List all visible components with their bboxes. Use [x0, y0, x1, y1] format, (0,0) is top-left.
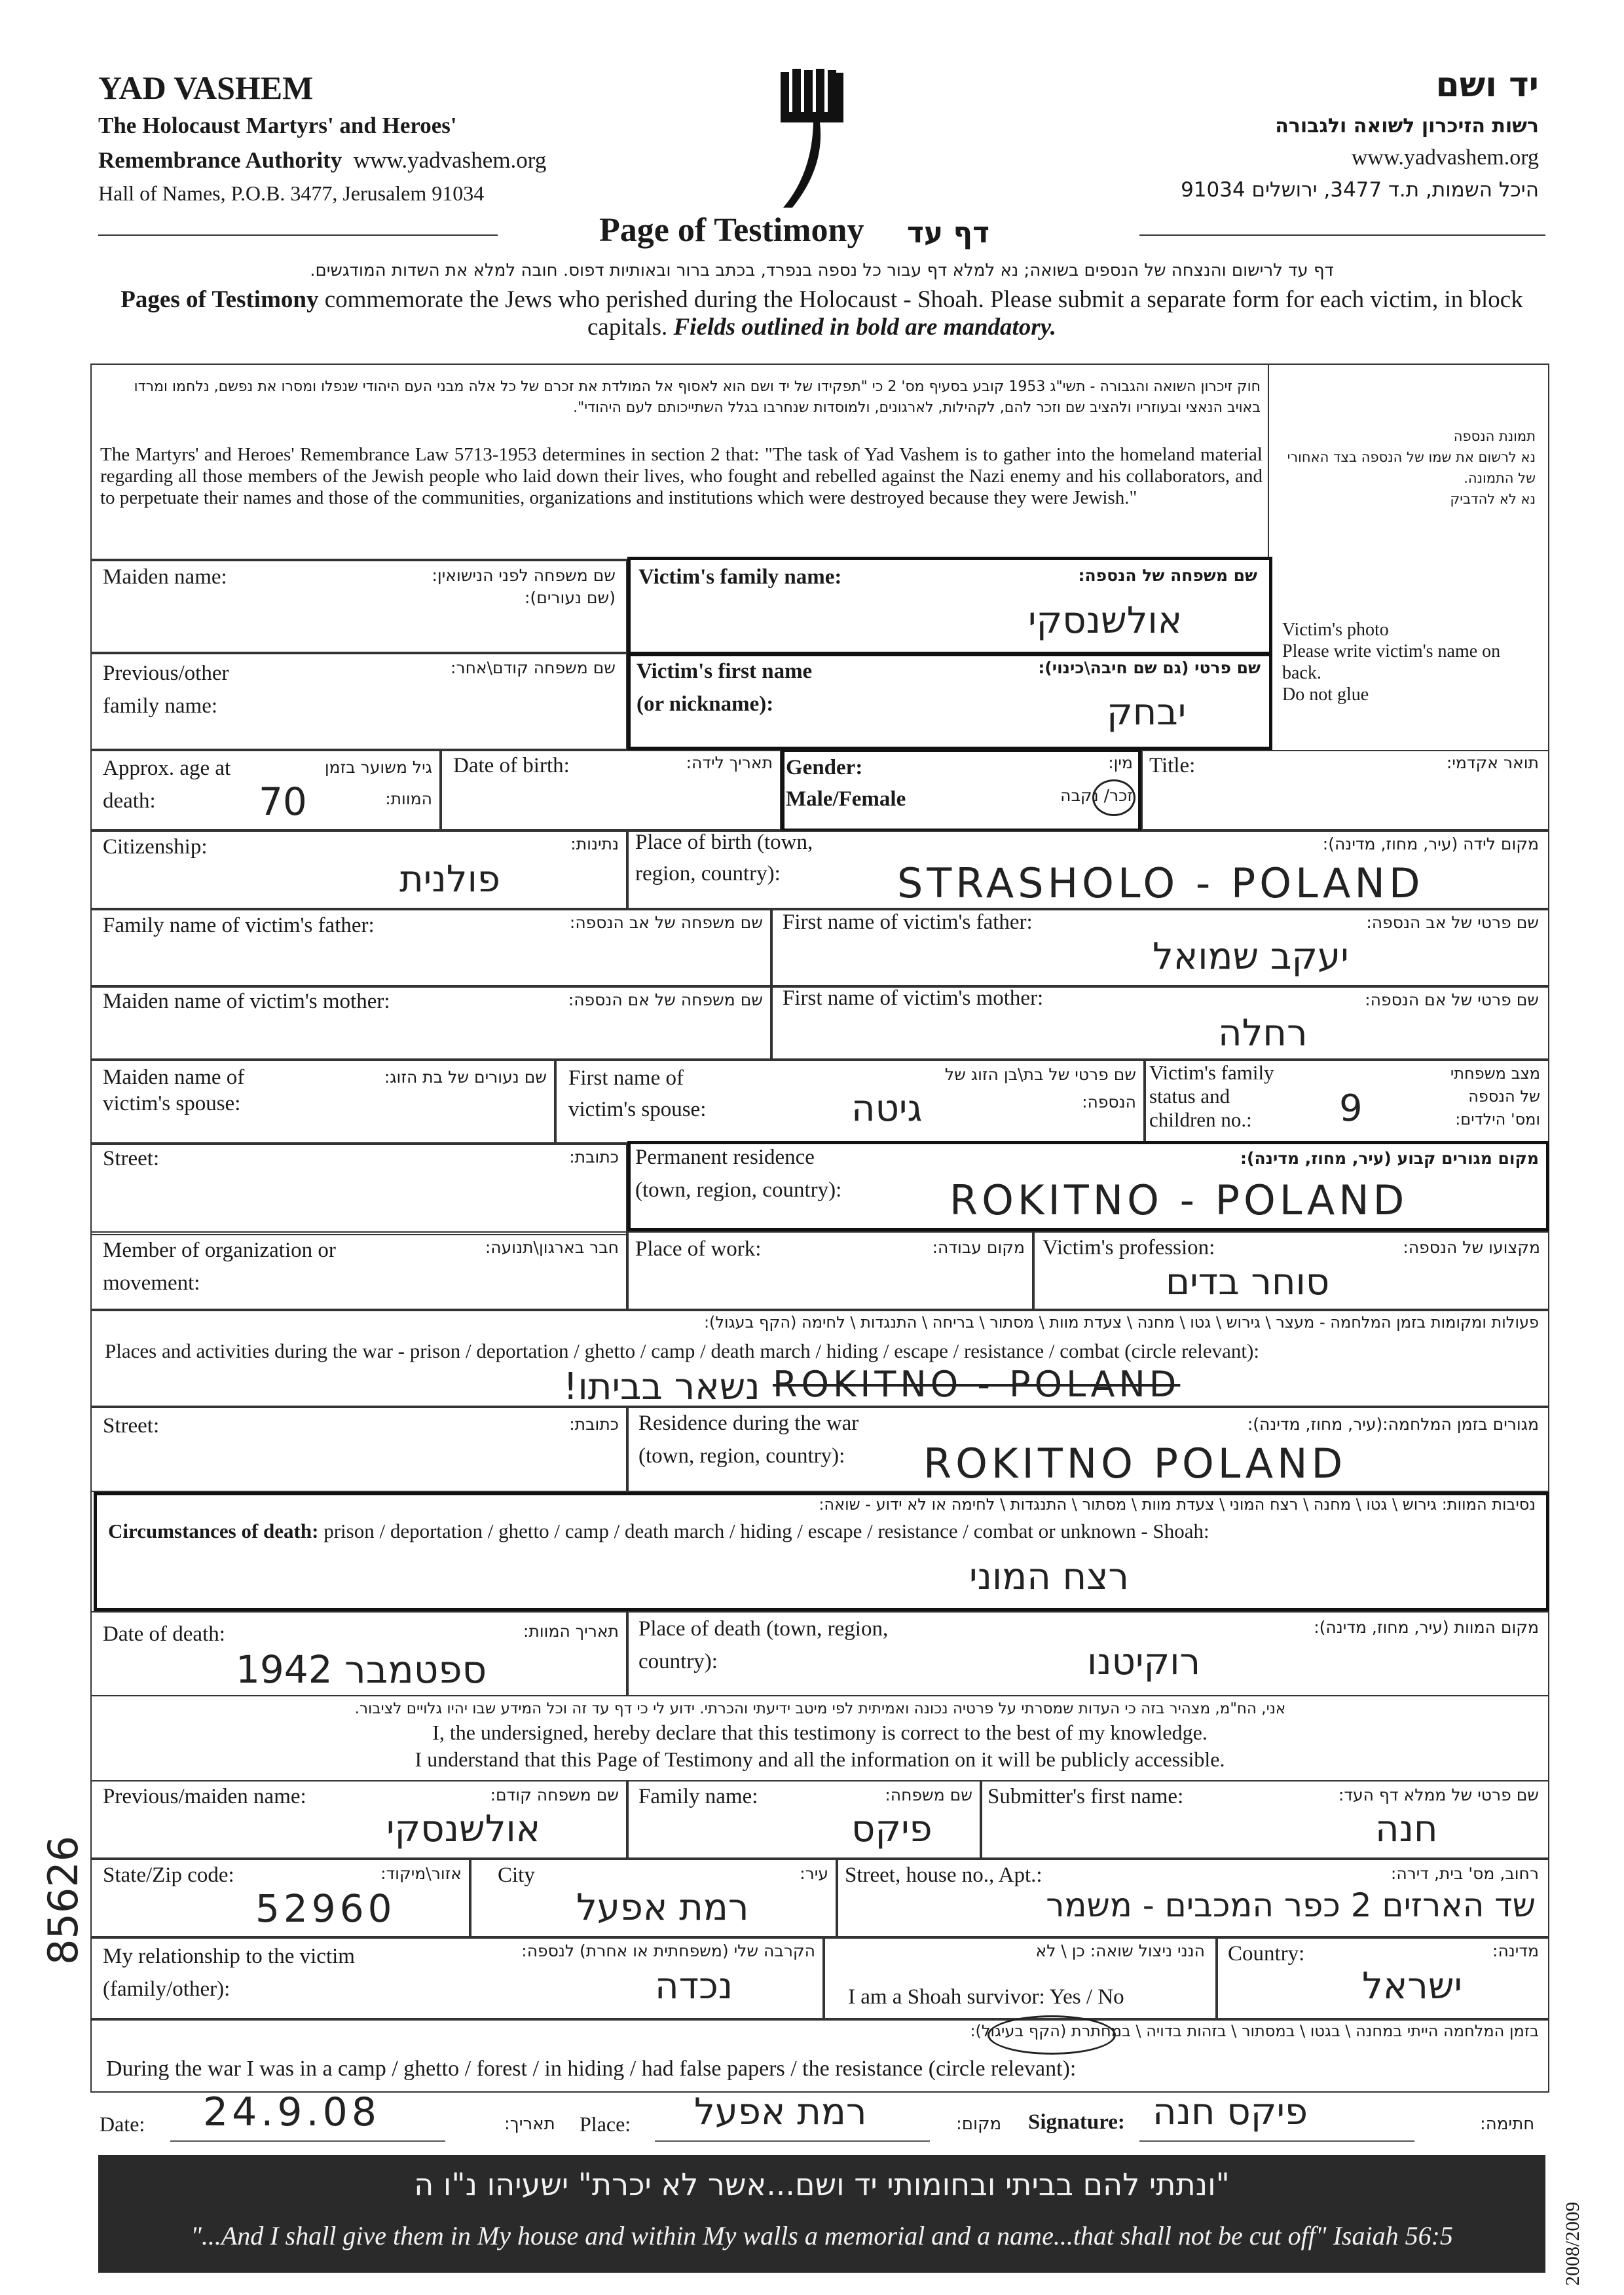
spouse-first-label: First name of victim's spouse: [568, 1066, 707, 1121]
place-label: Place: [580, 2112, 631, 2136]
family-status-label-he: מצב משפחתי של הנספה ומס' הילדים: [1450, 1064, 1540, 1129]
sub-war-location-label: During the war I was in a camp / ghetto / forest / in hiding / had false papers / the resistance (circle relevant): [106, 2057, 1077, 2081]
org-member-label-he: חבר בארגון\תנועה: [485, 1238, 619, 1257]
family-status-label: Victim's family status and children no.: [1149, 1061, 1274, 1131]
address-he: היכל השמות, ת.ד 3477, ירושלים 91034 [1181, 178, 1539, 202]
war-res-value: ROKITNO POLAND [923, 1440, 1347, 1487]
birth-place-value: STRASHOLO - POLAND [897, 859, 1424, 907]
year-code: 2008/2009 [1562, 2201, 1583, 2286]
perm-res-label-he: מקום מגורים קבוע (עיר, מחוז, מדינה): [1240, 1149, 1539, 1168]
first-name-label: Victim's first name (or nickname): [637, 660, 813, 716]
org-name: YAD VASHEM [98, 69, 314, 106]
death-place-label: Place of death (town, region, country): [638, 1617, 889, 1673]
sub-city-label: City [498, 1863, 535, 1887]
mother-first-label-he: שם פרטי של אם הנספה: [1365, 990, 1539, 1009]
page-title-he: דף עד [907, 216, 990, 250]
family-name-label-he: שם משפחה של הנספה: [1078, 566, 1257, 585]
age-label-he: גיל משוער בזמן המוות: [324, 758, 432, 808]
title-label-he: תואר אקדמי: [1446, 753, 1539, 772]
citizenship-value: פולנית [399, 858, 500, 901]
mother-maiden-label: Maiden name of victim's mother: [103, 990, 390, 1013]
activities-label-he: פעולות ומקומות בזמן המלחמה - מעצר \ גירוש \ גטו \ מחנה \ צעדת מוות \ מסתור \ בריחה \ התנגדות \ לחימה (הקף בעגול): [703, 1313, 1539, 1332]
org-line3: Remembrance Authority www.yadvashem.org [98, 147, 547, 173]
signature-value: פיקס חנה [1153, 2091, 1308, 2133]
gender-options-he: זכר/ נקבה [1060, 786, 1133, 805]
date-label-he: תאריך: [504, 2114, 555, 2134]
profession-value: סוחר בדים [1166, 1261, 1330, 1303]
death-date-value: ספטמבר 1942 [236, 1647, 487, 1692]
death-place-value: רוקיטנו [1087, 1641, 1201, 1683]
org-name-he: יד ושם [1435, 65, 1539, 105]
war-location-circle-mark [987, 2015, 1116, 2055]
birth-place-label: Place of birth (town, region, country): [635, 830, 813, 886]
father-first-value: יעקב שמואל [1153, 935, 1349, 978]
war-street-label: Street: [103, 1414, 160, 1438]
signature-label-he: חתימה: [1480, 2114, 1535, 2134]
death-date-label: Date of death: [103, 1622, 225, 1646]
sub-survivor-label-he: הנני ניצול שואה: כן \ לא [1035, 1941, 1205, 1960]
yad-vashem-logo [779, 69, 845, 210]
father-first-label: First name of victim's father: [783, 910, 1033, 934]
org-line2: The Holocaust Martyrs' and Heroes' [98, 113, 457, 138]
activities-label-en: Places and activities during the war - prison / deportation / ghetto / camp / death march / hiding / escape / resistance / combat (circle relevant): [105, 1339, 1259, 1362]
banner-quote-en: "...And I shall give them in My house and within My walls a memorial and a name...that shall not be cut off" Isaiah 56:5 [191, 2221, 1453, 2250]
sub-first-name-label-he: שם פרטי של ממלא דף העד: [1338, 1785, 1539, 1804]
family-name-label: Victim's family name: [638, 565, 842, 589]
citizenship-label: Citizenship: [103, 835, 208, 859]
war-res-label: Residence during the war (town, region, country): [638, 1411, 859, 1468]
prev-name-label-he: שם משפחה קודם\אחר: [451, 658, 616, 677]
law-en: The Martyrs' and Heroes' Remembrance Law 5713-1953 determines in section 2 that: "The task of Yad Vashem is to gather into the homeland material regarding all those members of the Jewish people who laid down their lives, who fought and rebelled against the Nazi enemy and his collaborators, and to perpetuate their names and those of the communities, organizations and institutions which were destroyed because they were Jewish." [100, 444, 1263, 508]
sub-war-location-label-he: בזמן המלחמה הייתי במחנה \ בגטו \ במסתור \ בזהות בדויה \ במחתרת (הקף בעיגול): [970, 2022, 1539, 2040]
org-address: Hall of Names, P.O.B. 3477, Jerusalem 91034 [98, 181, 485, 205]
spouse-first-value: גיטה [851, 1087, 923, 1130]
death-circ-label-en: Circumstances of death: prison / deportation / ghetto / camp / death march / hiding / escape / resistance / combat or unknown - Shoah: [108, 1520, 1209, 1542]
org-member-label: Member of organization or movement: [103, 1239, 336, 1295]
sub-street-label-he: רחוב, מס' בית, דירה: [1390, 1864, 1539, 1883]
father-family-label-he: שם משפחה של אב הנספה: [569, 913, 763, 932]
gender-circle-mark [1092, 779, 1135, 816]
age-value: 70 [259, 779, 307, 824]
photo-text-en: Victim's photo Please write victim's name on back. Do not glue [1282, 620, 1501, 705]
profession-label-he: מקצועו של הנספה: [1403, 1238, 1540, 1257]
gender-label: Gender: Male/Female [786, 756, 906, 811]
mother-first-value: רחלה [1218, 1012, 1308, 1054]
work-place-label: Place of work: [635, 1237, 762, 1261]
place-line [655, 2140, 930, 2142]
family-status-value: 9 [1339, 1087, 1363, 1130]
sub-family-name-label-he: שם משפחה: [885, 1785, 972, 1804]
intro-he: דף עד לרישום והנצחה של הנספים בשואה; נא למלא דף עבור כל נספה בנפרד, בכתב ברור ובאותיות דפוס. חובה למלא את השדות המודגשים. [310, 261, 1334, 280]
maiden-name-label: Maiden name: [103, 565, 227, 589]
death-date-label-he: תאריך המוות: [523, 1622, 619, 1641]
sub-country-label-he: מדינה: [1492, 1941, 1539, 1960]
sub-relationship-label: My relationship to the victim (family/other): [103, 1945, 355, 2001]
activities-struck-value: ROKITNO - POLAND [773, 1364, 1181, 1405]
sub-prev-name-label: Previous/maiden name: [103, 1785, 306, 1808]
sub-relationship-value: נכדה [655, 1965, 733, 2007]
sub-zip-label: State/Zip code: [103, 1863, 234, 1887]
signature-line [1139, 2140, 1414, 2142]
signature-label: Signature: [1028, 2110, 1125, 2134]
sub-survivor-label: I am a Shoah survivor: Yes / No [848, 1985, 1124, 2009]
spouse-first-label-he: שם פרטי של בת\בן הזוג של הנספה: [944, 1065, 1136, 1111]
declaration-en1: I, the undersigned, hereby declare that this testimony is correct to the best of my knowledge. [432, 1721, 1208, 1744]
header-rule-right [1139, 234, 1545, 236]
gender-label-he: מין: [1108, 753, 1133, 772]
date-label: Date: [100, 2112, 145, 2136]
mother-first-label: First name of victim's mother: [783, 986, 1044, 1010]
spouse-maiden-label: Maiden name of victim's spouse: [103, 1066, 245, 1115]
father-family-label: Family name of victim's father: [103, 914, 375, 937]
sub-zip-value: 52960 [255, 1886, 396, 1931]
declaration-he: אני, הח"מ, מצהיר בזה כי העדות שמסרתי על פרטיה נכונה ואמיתית לפי מיטב ידיעתי והכרתי. ידוע לי כי דף עד זה וכל המידע שבו יהיו גלויים לציבור. [354, 1700, 1286, 1717]
date-line [170, 2140, 445, 2142]
war-res-label-he: מגורים בזמן המלחמה:(עיר, מחוז, מדינה): [1247, 1415, 1539, 1434]
father-first-label-he: שם פרטי של אב הנספה: [1366, 913, 1539, 932]
sub-first-name-label: Submitter's first name: [987, 1785, 1184, 1808]
sub-family-name-value: פיקס [851, 1808, 932, 1850]
first-name-value: יבחק [1107, 691, 1187, 734]
age-label: Approx. age at death: [103, 756, 231, 813]
quote-banner [98, 2155, 1545, 2273]
declaration-en2: I understand that this Page of Testimony and all the information on it will be publicly accessible. [415, 1747, 1225, 1771]
org-sub-he: רשות הזיכרון לשואה ולגבורה [1275, 115, 1539, 138]
sub-city-value: רמת אפעל [576, 1886, 749, 1929]
sub-country-value: ישראל [1362, 1965, 1463, 2007]
title-label: Title: [1149, 754, 1196, 777]
law-he: חוק זיכרון השואה והגבורה - תשי"ג 1953 קובע בסעיף מס' 2 כי "תפקידו של יד ושם הוא לאסוף אל המולדת את זכרם של כל אלה מבני העם היהודי שנפלו ומסרו את נפשם, נלחמו ומרדו באויב הנאצי ובעוזריו ולהציב שם וזכר להם, לקהילות, לארגונים, ולמוסדות שנחרבו בגלל השתייכותם לעם היהודי". [134, 379, 1261, 416]
margin-number: 85626 [39, 1835, 87, 1965]
sub-first-name-value: חנה [1375, 1808, 1438, 1850]
sub-family-name-label: Family name: [638, 1785, 758, 1808]
mother-maiden-label-he: שם משפחה של אם הנספה: [568, 990, 763, 1009]
maiden-name-label-he: שם משפחה לפני הנישואין: (שם נעורים): [432, 566, 616, 607]
perm-res-value: ROKITNO - POLAND [950, 1176, 1409, 1224]
website-he-side: www.yadvashem.org [1351, 145, 1539, 170]
header-rule-left [98, 234, 498, 236]
death-place-label-he: מקום המוות (עיר, מחוז, מדינה): [1314, 1618, 1539, 1637]
prev-name-label: Previous/other family name: [103, 662, 229, 718]
birth-place-label-he: מקום לידה (עיר, מחוז, מדינה): [1322, 834, 1539, 853]
place-value: רמת אפעל [694, 2091, 867, 2133]
work-place-label-he: מקום עבודה: [932, 1238, 1025, 1257]
sub-city-label-he: עיר: [800, 1864, 828, 1883]
sub-country-label: Country: [1228, 1942, 1305, 1966]
sub-prev-name-label-he: שם משפחה קודם: [490, 1785, 619, 1804]
sub-relationship-label-he: הקרבה שלי (משפחתית או אחרת) לנספה: [521, 1941, 815, 1960]
sub-street-label: Street, house no., Apt.: [845, 1863, 1043, 1887]
activities-value: נשאר בביתו! [563, 1366, 760, 1408]
sub-zip-label-he: אזור\מיקוד: [380, 1864, 462, 1883]
family-name-value: אולשנסקי [1028, 599, 1183, 642]
street-label: Street: [103, 1147, 160, 1170]
death-circ-label-he: נסיבות המוות: גירוש \ גטו \ מחנה \ רצח המוני \ צעדת מוות \ מסתור \ התנגדות \ לחימה או לא ידוע - שואה: [819, 1495, 1536, 1514]
banner-quote-he: "ונתתי להם בביתי ובחומותי יד ושם...אשר לא יכרת" ישעיהו נ"ו ה [414, 2167, 1230, 2202]
profession-label: Victim's profession: [1043, 1236, 1215, 1259]
intro-en: Pages of Testimony commemorate the Jews who perished during the Holocaust - Shoah. Please submit a separate form for each victim, in block capitals. Fields outlined in bold are mandatory. [120, 286, 1523, 341]
first-name-label-he: שם פרטי (גם שם חיבה\כינוי): [1038, 658, 1261, 677]
sub-prev-name-value: אולשנסקי [386, 1808, 541, 1850]
photo-text-he: תמונת הנספה נא לרשום את שמו של הנספה בצד האחורי של התמונה. נא לא להדביק [1287, 428, 1536, 507]
dob-label: Date of birth: [453, 754, 570, 777]
place-label-he: מקום: [956, 2114, 1002, 2134]
street-label-he: כתובת: [569, 1148, 619, 1166]
page-title: Page of Testimony [599, 212, 864, 249]
spouse-maiden-label-he: שם נעורים של בת הזוג: [384, 1068, 547, 1087]
date-value: 24.9.08 [203, 2089, 381, 2135]
war-street-label-he: כתובת: [569, 1415, 619, 1434]
dob-label-he: תאריך לידה: [686, 753, 773, 772]
death-circ-value: רצח המוני [969, 1556, 1130, 1598]
perm-res-label: Permanent residence (town, region, country): [635, 1146, 842, 1202]
citizenship-label-he: נתינות: [570, 834, 619, 853]
sub-street-value: שד הארזים 2 כפר המכבים - משמר [1046, 1886, 1536, 1924]
